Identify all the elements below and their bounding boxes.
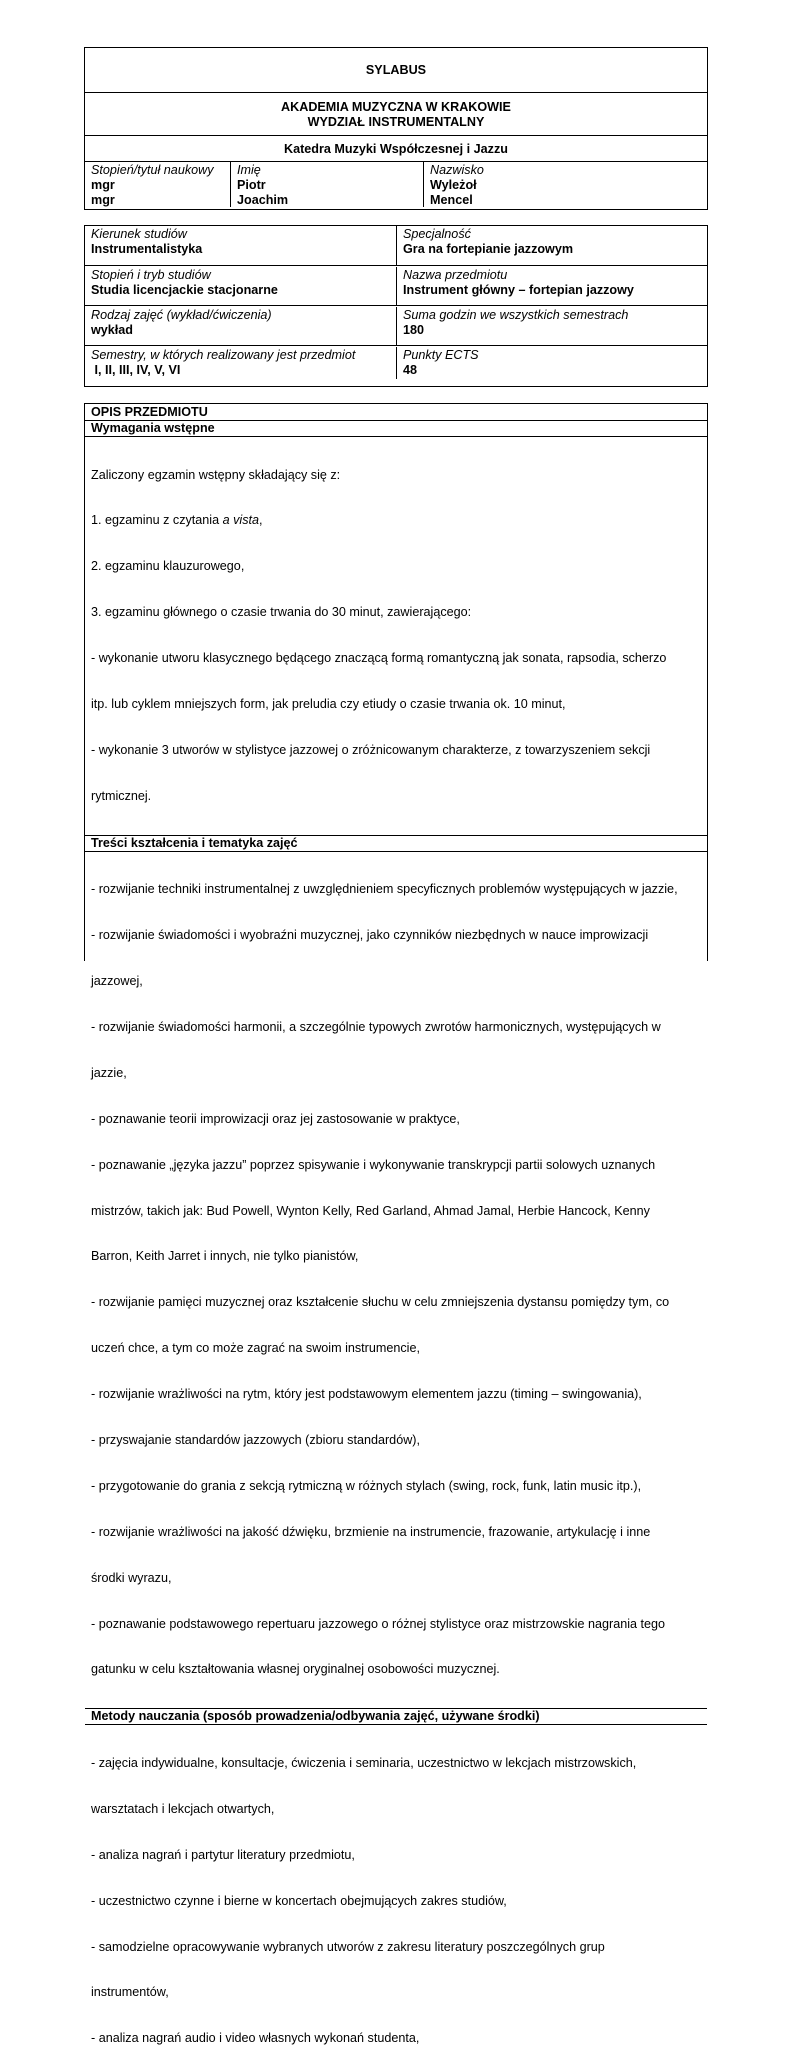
teacher-degree: mgr [91, 178, 115, 192]
hours-value: 180 [403, 323, 425, 337]
subject-label: Nazwa przedmiotu [403, 268, 508, 282]
teacher-name: Joachim [237, 193, 289, 207]
syllabus-title: SYLABUS [365, 63, 427, 77]
list-item: jazzie, [91, 1065, 127, 1080]
teacher-surname: Mencel [430, 193, 473, 207]
list-item: uczeń chce, a tym co może zagrać na swoim instrumencie, [91, 1341, 420, 1356]
level-cell [85, 267, 397, 305]
list-item: - rozwijanie świadomości harmonii, a szczególnie typowych zwrotów harmonicznych, występujących w [91, 1019, 661, 1034]
list-item: - analiza nagrań audio i video własnych wykonań studenta, [91, 2031, 420, 2046]
class-type-cell [85, 307, 397, 345]
list-item: - samodzielne opracowywanie wybranych utworów z zakresu literatury poszczególnych grup [91, 1939, 605, 1954]
list-item: - przygotowanie do grania z sekcją rytmiczną w różnych stylach (swing, rock, funk, latin music itp.), [91, 1478, 642, 1493]
list-item: 1. egzaminu z czytania a vista, [91, 513, 263, 528]
list-item: instrumentów, [91, 1985, 169, 2000]
field-label: Kierunek studiów [91, 227, 187, 241]
list-item: - poznawanie teorii improwizacji oraz jej zastosowanie w praktyce, [91, 1111, 460, 1126]
list-item: - rozwijanie wrażliwości na jakość dźwięku, brzmienie na instrumencie, frazowanie, artykulację i inne [91, 1524, 651, 1539]
name-column [231, 162, 424, 207]
field-value: Instrumentalistyka [91, 242, 203, 256]
level-value: Studia licencjackie stacjonarne [91, 283, 278, 297]
list-item: - rozwijanie techniki instrumentalnej z uwzględnieniem specyficznych problemów występujących w jazzie, [91, 882, 678, 897]
list-item: - rozwijanie świadomości i wyobraźni muzycznej, jako czynników niezbędnych w nauce improwizacji [91, 928, 649, 943]
teacher-surname: Wyleżoł [430, 178, 477, 192]
list-item: środki wyrazu, [91, 1570, 172, 1585]
academy-name: AKADEMIA MUZYCZNA W KRAKOWIE [281, 100, 511, 114]
list-item: - wykonanie utworu klasycznego będącego znaczącą formą romantyczną jak sonata, rapsodia, scherzo [91, 651, 667, 666]
list-item: - poznawanie „języka jazzu” poprzez spisywanie i wykonywanie transkrypcji partii solowych uznanych [91, 1157, 656, 1172]
ects-cell [397, 347, 707, 379]
field-cell [85, 226, 397, 265]
degree-header: Stopień/tytuł naukowy [91, 163, 214, 177]
hours-label: Suma godzin we wszystkich semestrach [403, 308, 629, 322]
ects-value: 48 [403, 363, 418, 377]
list-item: - zajęcia indywidualne, konsultacje, ćwiczenia i seminaria, uczestnictwo w lekcjach mistrzowskich, [91, 1755, 637, 1770]
teachers-row [85, 162, 707, 207]
info-row [85, 306, 707, 346]
list-item: - wykonanie 3 utworów w stylistyce jazzowej o zróżnicowanym charakterze, z towarzyszeniem sekcji [91, 742, 651, 757]
academy-row [85, 93, 707, 136]
subject-cell [397, 267, 707, 305]
list-item: rytmicznej. [91, 788, 152, 803]
list-item: - analiza nagrań i partytur literatury przedmiotu, [91, 1847, 355, 1862]
content-title: Treści kształcenia i tematyka zajęć [85, 836, 707, 852]
ects-label: Punkty ECTS [403, 348, 479, 362]
list-item: 2. egzaminu klauzurowego, [91, 559, 245, 574]
class-type-value: wykład [91, 323, 133, 337]
list-item: Zaliczony egzamin wstępny składający się z: [91, 467, 341, 482]
faculty-name: WYDZIAŁ INSTRUMENTALNY [307, 115, 485, 129]
methods-title: Metody nauczania (sposób prowadzenia/odbywania zajęć, używane środki) [85, 1709, 707, 1725]
class-type-label: Rodzaj zajęć (wykład/ćwiczenia) [91, 308, 272, 322]
department-row [85, 136, 707, 162]
name-header: Imię [237, 163, 261, 177]
methods-text [85, 1725, 707, 2048]
surname-column [424, 162, 707, 207]
list-item: - rozwijanie pamięci muzycznej oraz kształcenie słuchu w celu zmniejszenia dystansu pomiędzy tym, co [91, 1295, 670, 1310]
semesters-value: I, II, III, IV, V, VI [91, 363, 181, 377]
requirements-text [85, 437, 707, 836]
surname-header: Nazwisko [430, 163, 484, 177]
header-table [84, 47, 708, 210]
list-item: jazzowej, [91, 974, 143, 989]
list-item: - uczestnictwo czynne i bierne w koncertach obejmujących zakres studiów, [91, 1893, 507, 1908]
specialty-label: Specjalność [403, 227, 471, 241]
semesters-cell [85, 347, 397, 379]
syllabus-title-row [85, 48, 707, 93]
requirements-title: Wymagania wstępne [85, 421, 707, 437]
course-description-table [84, 403, 708, 2046]
specialty-value: Gra na fortepianie jazzowym [403, 242, 574, 256]
info-row [85, 346, 707, 379]
list-item: itp. lub cyklem mniejszych form, jak preludia czy etiudy o czasie trwania ok. 10 minut, [91, 697, 566, 712]
description-title: OPIS PRZEDMIOTU [85, 404, 707, 421]
a-vista-term: a vista [222, 513, 260, 528]
list-item: 3. egzaminu głównego o czasie trwania do 30 minut, zawierającego: [91, 605, 472, 620]
semesters-label: Semestry, w których realizowany jest przedmiot [91, 348, 356, 362]
list-item: - przyswajanie standardów jazzowych (zbioru standardów), [91, 1433, 420, 1447]
list-item: mistrzów, takich jak: Bud Powell, Wynton Kelly, Red Garland, Ahmad Jamal, Herbie Hancock, Kenny [91, 1203, 650, 1218]
list-item: gatunku w celu kształtowania własnej oryginalnej osobowości muzycznej. [91, 1662, 500, 1677]
list-item: - rozwijanie wrażliwości na rytm, który jest podstawowym elementem jazzu (timing – swingowania), [91, 1387, 642, 1402]
teacher-degree: mgr [91, 193, 115, 207]
list-item: Barron, Keith Jarret i innych, nie tylko pianistów, [91, 1249, 359, 1264]
content-text [85, 852, 707, 1710]
degree-column [85, 162, 231, 207]
department-name: Katedra Muzyki Współczesnej i Jazzu [284, 142, 508, 156]
specialty-cell [397, 226, 707, 265]
teacher-name: Piotr [237, 178, 266, 192]
level-label: Stopień i tryb studiów [91, 268, 211, 282]
info-row [85, 226, 707, 266]
info-row [85, 266, 707, 306]
subject-value: Instrument główny – fortepian jazzowy [403, 283, 634, 297]
hours-cell [397, 307, 707, 345]
list-item: warsztatach i lekcjach otwartych, [91, 1801, 275, 1816]
study-info-table [84, 225, 708, 387]
list-item: - poznawanie podstawowego repertuaru jazzowego o różnej stylistyce oraz mistrzowskie nagrania tego [91, 1616, 666, 1631]
